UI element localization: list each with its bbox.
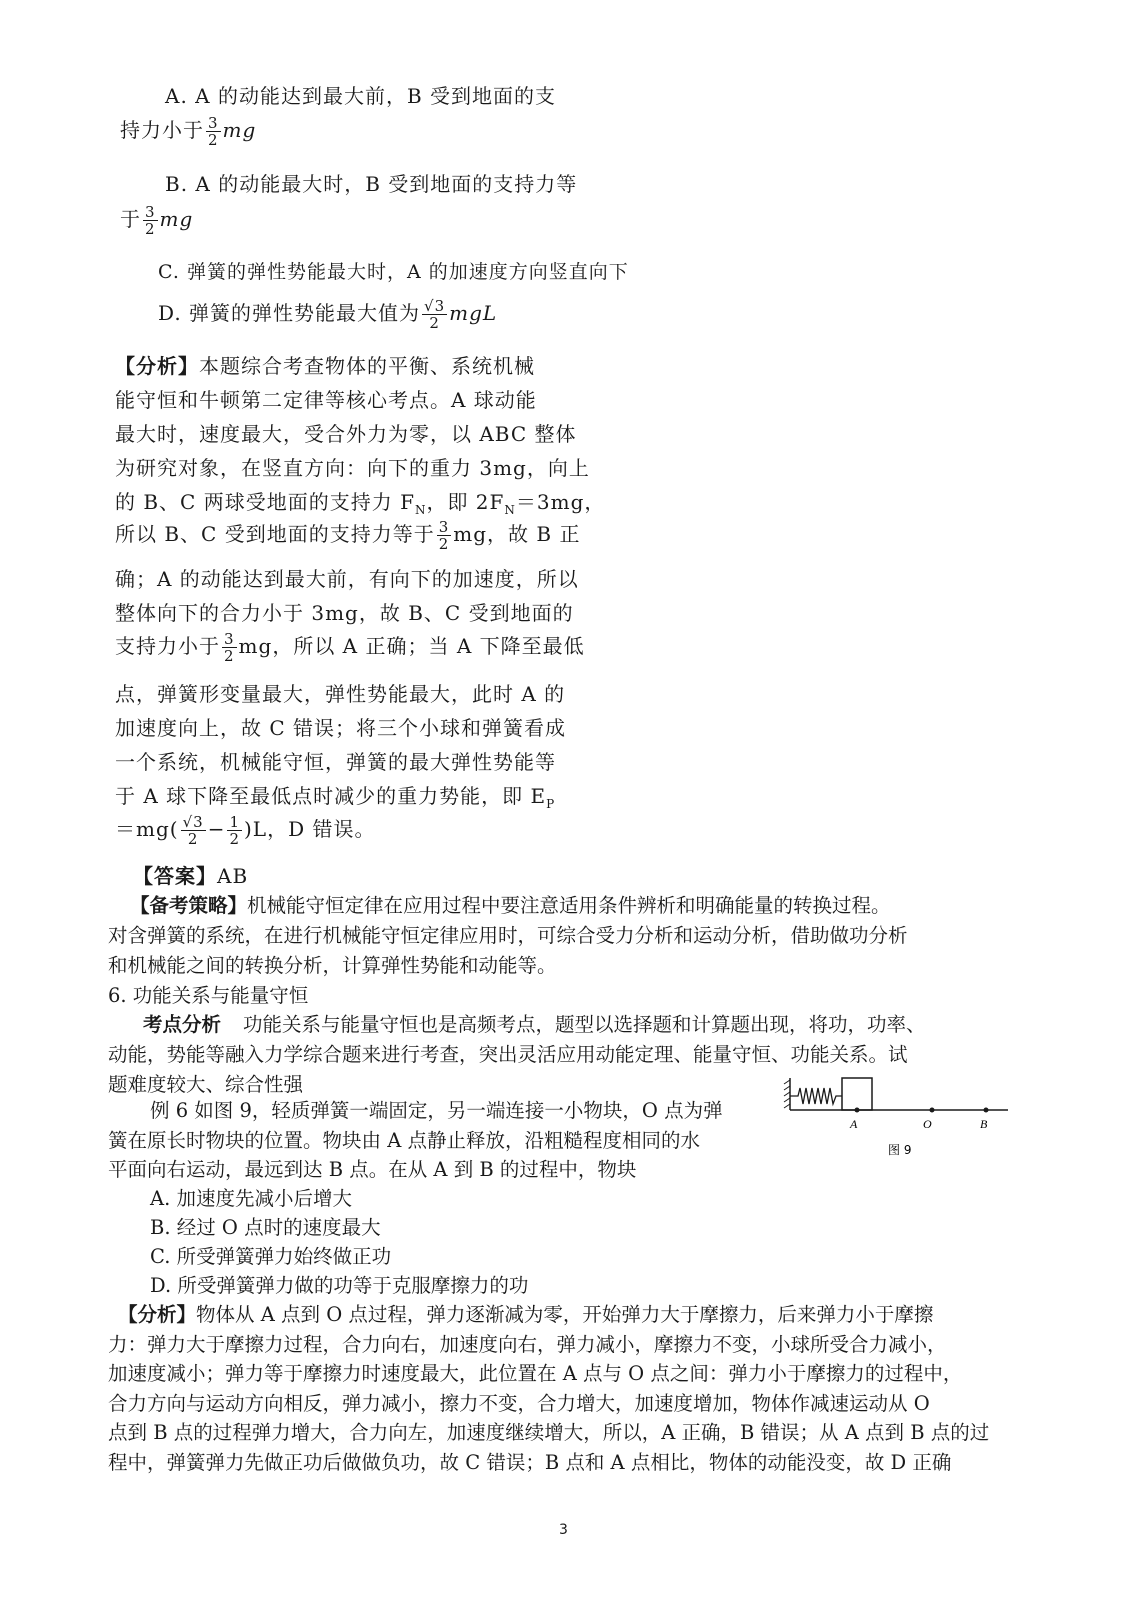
analysis-line-2: 能守恒和牛顿第二定律等核心考点。A 球动能 <box>115 388 537 412</box>
strategy-line-2: 对含弹簧的系统，在进行机械能守恒定律应用时，可综合受力分析和运动分析，借助做功分析 <box>108 924 908 947</box>
key-point-line-2: 动能，势能等融入力学综合题来进行考查，突出灵活应用动能定理、能量守恒、功能关系。试 <box>108 1043 908 1066</box>
fraction-3-2: $\frac{3}{2}$ <box>224 630 235 665</box>
answer-value: AB <box>217 864 249 888</box>
figure-caption: 图 9 <box>888 1143 912 1157</box>
label-a: A <box>850 1117 858 1131</box>
strategy-tag: 【备考策略】 <box>130 894 248 917</box>
analysis-text: mg，故 B 正 <box>453 522 581 546</box>
key-point-text: 功能关系与能量守恒也是高频考点，题型以选择题和计算题出现，将功，功率、 <box>243 1013 926 1036</box>
key-point-line-3: 题难度较大、综合性强 <box>108 1073 304 1096</box>
option-a-prefix: 持力小于 <box>120 118 204 142</box>
key-point-tag: 考点分析 <box>143 1013 222 1036</box>
analysis-line-14 <box>115 813 375 847</box>
example-analysis-tag: 【分析】 <box>118 1303 197 1326</box>
analysis-line-9 <box>115 630 585 664</box>
analysis-line-11: 加速度向上，故 C 错误；将三个小球和弹簧看成 <box>115 716 567 740</box>
analysis-text: 所以 B、C 受到地面的支持力等于 <box>115 522 435 546</box>
figure-9 <box>780 1066 1012 1166</box>
example-analysis-line-2: 力：弹力大于摩擦力过程，合力向右，加速度向右，弹力减小，摩擦力不变，小球所受合力减小， <box>108 1333 947 1356</box>
analysis-line-6 <box>115 518 580 552</box>
analysis-text: 支持力小于 <box>115 634 220 658</box>
spring <box>790 1088 842 1104</box>
option-d <box>158 297 497 331</box>
fraction-3-2: $\frac{3}{2}$ <box>438 518 450 553</box>
option-a-line1: A. A 的动能达到最大前，B 受到地面的支 <box>165 84 557 108</box>
answer-line <box>133 860 248 889</box>
fraction-3-2: $\frac{3}{2}$ <box>208 114 219 149</box>
example-analysis-line-6: 程中，弹簧弹力先做正功后做做负功，故 C 错误；B 点和 A 点相比，物体的动能没变，故 D 正确 <box>108 1451 952 1474</box>
analysis-line-1 <box>115 350 535 379</box>
analysis-line-12: 一个系统，机械能守恒，弹簧的最大弹性势能等 <box>115 750 556 774</box>
example-analysis-line-5: 点到 B 点的过程弹力增大，合力向左，加速度继续增大，所以，A 正确，B 错误；从 A 点到 B 点的过 <box>108 1421 990 1444</box>
analysis-line-7: 确；A 的动能达到最大前，有向下的加速度，所以 <box>115 567 579 591</box>
answer-tag: 【答案】 <box>133 864 217 888</box>
example-line-3: 平面向右运动，最远到达 B 点。在从 A 到 B 的过程中，物块 <box>108 1158 637 1181</box>
example-option-b: B. 经过 O 点时的速度最大 <box>150 1216 381 1239</box>
analysis-line-3: 最大时，速度最大，受合外力为零，以 ABC 整体 <box>115 422 577 446</box>
page-number: 3 <box>559 1522 568 1538</box>
block <box>842 1078 872 1110</box>
fraction-3-2: $\frac{3}{2}$ <box>145 203 156 238</box>
analysis-text: 本题综合考查物体的平衡、系统机械 <box>199 354 535 378</box>
example-line-2: 簧在原长时物块的位置。物块由 A 点静止释放，沿粗糙程度相同的水 <box>108 1129 700 1152</box>
option-b-line2 <box>120 203 193 237</box>
section-title: 6. 功能关系与能量守恒 <box>108 984 309 1007</box>
example-analysis-line-4: 合力方向与运动方向相反，弹力减小，擦力不变，合力增大，加速度增加，物体作减速运动从 O <box>108 1392 930 1415</box>
option-d-prefix: D. 弹簧的弹性势能最大值为 <box>158 301 421 325</box>
strategy-line-3: 和机械能之间的转换分析，计算弹性势能和动能等。 <box>108 954 557 977</box>
analysis-line-4: 为研究对象，在竖直方向：向下的重力 3mg，向上 <box>115 456 590 480</box>
point-b-marker <box>984 1108 989 1113</box>
label-b: B <box>980 1117 988 1131</box>
subscript-n: N <box>504 503 516 517</box>
example-line-1: 例 6 如图 9，轻质弹簧一端固定，另一端连接一小物块，O 点为弹 <box>150 1099 723 1122</box>
example-analysis-line-1 <box>118 1299 933 1327</box>
analysis-text: ＝3mg， <box>515 490 606 514</box>
analysis-line-5 <box>115 486 605 517</box>
analysis-line-13 <box>115 780 555 811</box>
fraction-sqrt3-2: $\frac{√3}{2}$ <box>424 297 446 332</box>
minus-sign: − <box>207 817 226 841</box>
example-option-a: A. 加速度先减小后增大 <box>150 1187 352 1210</box>
analysis-text: ，即 2F <box>426 490 505 514</box>
analysis-text: 于 A 球下降至最低点时减少的重力势能，即 E <box>115 784 547 808</box>
analysis-text: )L，D 错误。 <box>244 817 376 841</box>
analysis-line-8: 整体向下的合力小于 3mg，故 B、C 受到地面的 <box>115 601 574 625</box>
point-o-marker <box>930 1108 935 1113</box>
option-c: C. 弹簧的弹性势能最大时，A 的加速度方向竖直向下 <box>158 261 629 283</box>
example-option-c: C. 所受弹簧弹力始终做正功 <box>150 1245 392 1268</box>
strategy-line-1 <box>130 890 891 918</box>
analysis-text: 的 B、C 两球受地面的支持力 F <box>115 490 415 514</box>
option-b-line1: B. A 的动能最大时，B 受到地面的支持力等 <box>165 172 578 196</box>
analysis-line-10: 点，弹簧形变量最大，弹性势能最大，此时 A 的 <box>115 682 566 706</box>
strategy-text: 机械能守恒定律在应用过程中要注意适用条件辨析和明确能量的转换过程。 <box>247 894 891 917</box>
subscript-p: P <box>546 797 556 811</box>
option-a-line2 <box>120 114 256 148</box>
analysis-text: mg，所以 A 正确；当 A 下降至最低 <box>238 634 585 658</box>
example-analysis-text: 物体从 A 点到 O 点过程，弹力逐渐减为零，开始弹力大于摩擦力，后来弹力小于摩擦 <box>196 1303 934 1326</box>
key-point-line-1 <box>143 1009 926 1037</box>
subscript-n: N <box>414 503 427 517</box>
analysis-text: ＝mg( <box>115 817 179 841</box>
mg-term: mg <box>222 118 257 142</box>
label-o: O <box>923 1117 932 1131</box>
option-b-prefix: 于 <box>120 207 141 231</box>
example-analysis-line-3: 加速度减小；弹力等于摩擦力时速度最大，此位置在 A 点与 O 点之间：弹力小于摩擦力的过程中， <box>108 1362 963 1385</box>
fraction-1-2: $\frac{1}{2}$ <box>229 813 240 848</box>
point-a-marker <box>855 1108 860 1113</box>
analysis-tag: 【分析】 <box>115 354 199 378</box>
mgl-term: mgL <box>449 301 498 325</box>
example-option-d: D. 所受弹簧弹力做的功等于克服摩擦力的功 <box>150 1274 529 1297</box>
fraction-sqrt3-2: $\frac{√3}{2}$ <box>182 813 204 848</box>
mg-term: mg <box>159 207 194 231</box>
wall-hatch <box>784 1080 790 1108</box>
